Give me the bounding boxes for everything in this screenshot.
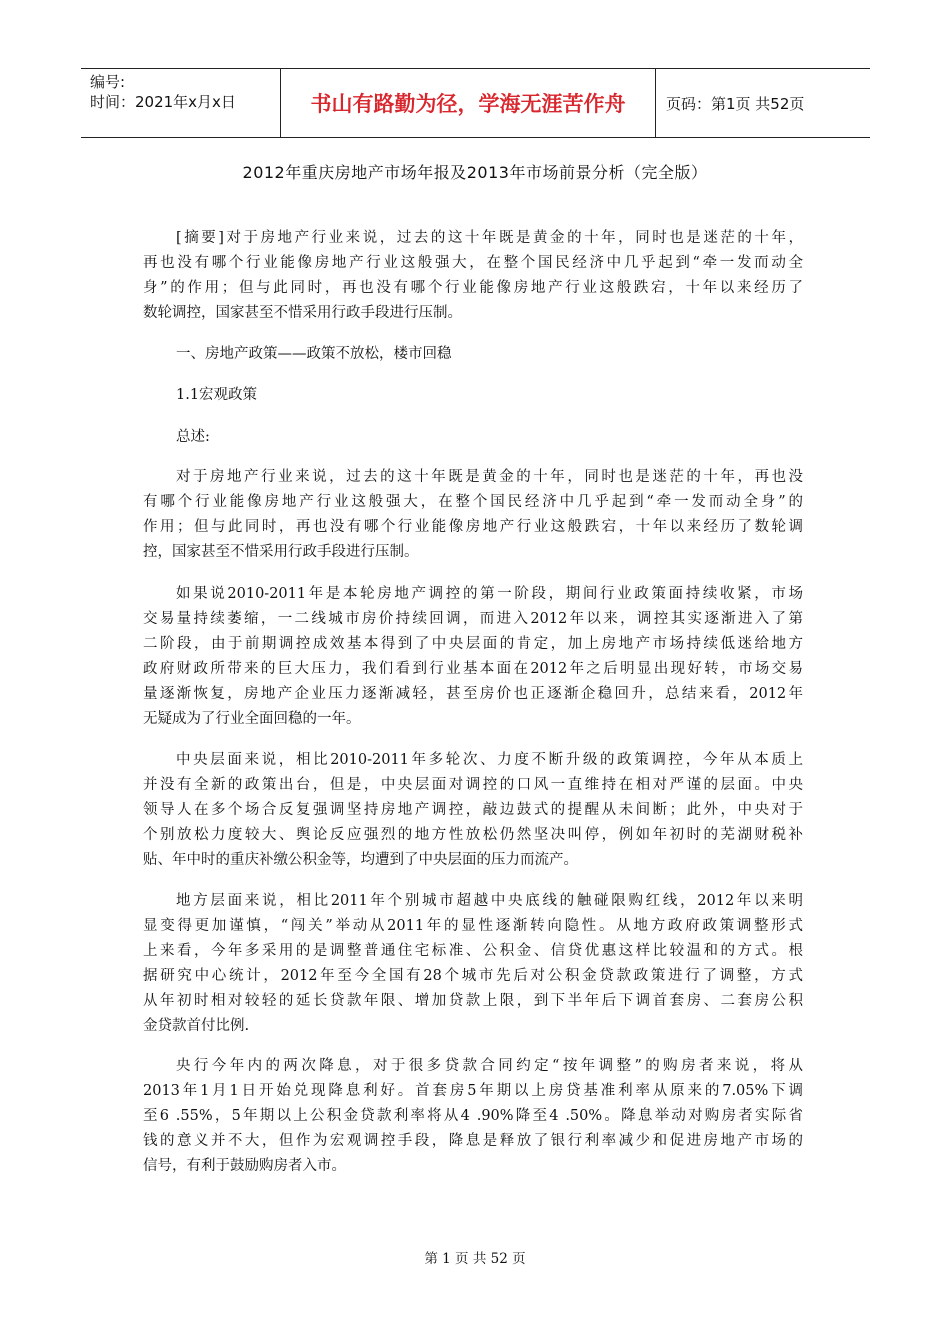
text-line: 控，国家甚至不惜采用行政手段进行压制。	[143, 544, 419, 560]
text-line: 并没有全新的政策出台，但是，中央层面对调控的口风一直维持在相对严谨的层面。中央	[143, 777, 803, 793]
text-line: 再也没有哪个行业能像房地产行业这般强大，在整个国民经济中几乎起到“牵一发而动全	[143, 255, 803, 271]
document-title: 2012年重庆房地产市场年报及2013年市场前景分析（完全版）	[242, 163, 708, 182]
subsection-heading	[143, 383, 803, 408]
text-line: 金贷款首付比例.	[143, 1018, 250, 1034]
overview-label	[143, 425, 803, 450]
text-line: 显变得更加谨慎，“闯关”举动从2011年的显性逐渐转向隐性。从地方政府政策调整形式	[143, 918, 803, 934]
text-line: 上来看，今年多采用的是调整普通住宅标准、公积金、信贷优惠这样比较温和的方式。根	[143, 943, 803, 959]
body-paragraph	[143, 1054, 803, 1179]
text-line: 交易量持续萎缩，一二线城市房价持续回调，而进入2012年以来，调控其实逐渐进入了第	[143, 611, 803, 627]
header-table	[81, 68, 870, 138]
text-line: 中央层面来说，相比2010-2011年多轮次、力度不断升级的政策调控，今年从本质上	[176, 752, 803, 768]
body-paragraph	[143, 465, 803, 565]
motto: 书山有路勤为径，学海无涯苦作舟	[280, 69, 656, 137]
time-label: 时间：2021年x月x日	[90, 93, 236, 111]
text-line: 无疑成为了行业全面回稳的一年。	[143, 711, 361, 727]
text-line: 数轮调控，国家甚至不惜采用行政手段进行压制。	[143, 305, 462, 321]
body-paragraph	[143, 889, 803, 1039]
text-line: 据研究中心统计，2012年至今全国有28个城市先后对公积金贷款政策进行了调整，方式	[143, 968, 803, 984]
text-line: 个别放松力度较大、舆论反应强烈的地方性放松仍然坚决叫停，例如年初时的芜湖财税补	[143, 827, 803, 843]
text-line: 贴、年中时的重庆补缴公积金等，均遭到了中央层面的压力而流产。	[143, 852, 578, 868]
section-heading	[143, 342, 803, 367]
text-line: 一、房地产政策——政策不放松，楼市回稳	[176, 346, 452, 362]
page-info: 页码：第1页 共52页	[666, 94, 805, 113]
page-footer: 第 1 页 共 52 页	[424, 1251, 526, 1267]
abstract-paragraph	[143, 226, 803, 326]
text-line: 从年初时相对较轻的延长贷款年限、增加贷款上限，到下半年后下调首套房、二套房公积	[143, 993, 803, 1009]
serial-label: 编号:	[90, 73, 126, 91]
text-line: 总述:	[176, 429, 210, 445]
text-line: 二阶段，由于前期调控成效基本得到了中央层面的肯定，加上房地产市场持续低迷给地方	[143, 636, 803, 652]
body-paragraph	[143, 582, 803, 732]
text-line: 量逐渐恢复，房地产企业压力逐渐减轻，甚至房价也正逐渐企稳回升，总结来看，2012年	[143, 686, 803, 702]
header-meta	[81, 69, 280, 137]
text-line: 政府财政所带来的巨大压力，我们看到行业基本面在2012年之后明显出现好转，市场交易	[143, 661, 803, 677]
text-line: 2013年1月1日开始兑现降息利好。首套房5年期以上房贷基准利率从原来的7.05%下调	[143, 1083, 803, 1099]
text-line: [摘要]对于房地产行业来说，过去的这十年既是黄金的十年，同时也是迷茫的十年，	[176, 230, 803, 246]
text-line: 如果说2010-2011年是本轮房地产调控的第一阶段，期间行业政策面持续收紧，市场	[176, 586, 803, 602]
body-paragraph	[143, 748, 803, 873]
text-line: 领导人在多个场合反复强调坚持房地产调控，敲边鼓式的提醒从未间断；此外，中央对于	[143, 802, 803, 818]
text-line: 央行今年内的两次降息，对于很多贷款合同约定“按年调整”的购房者来说，将从	[176, 1058, 803, 1074]
text-line: 信号，有利于鼓励购房者入市。	[143, 1158, 346, 1174]
text-line: 1.1宏观政策	[176, 387, 258, 403]
text-line: 钱的意义并不大，但作为宏观调控手段，降息是释放了银行利率减少和促进房地产市场的	[143, 1133, 803, 1149]
text-line: 身”的作用；但与此同时，再也没有哪个行业能像房地产行业这般跌宕，十年以来经历了	[143, 280, 803, 296]
text-line: 至6 .55%，5年期以上公积金贷款利率将从4 .90%降至4 .50%。降息举动对购房者实际省	[143, 1108, 803, 1124]
text-line: 对于房地产行业来说，过去的这十年既是黄金的十年，同时也是迷茫的十年，再也没	[176, 469, 803, 485]
text-line: 作用；但与此同时，再也没有哪个行业能像房地产行业这般跌宕，十年以来经历了数轮调	[143, 519, 803, 535]
text-line: 地方层面来说，相比2011年个别城市超越中央底线的触碰限购红线，2012年以来明	[176, 893, 803, 909]
text-line: 有哪个行业能像房地产行业这般强大，在整个国民经济中几乎起到“牵一发而动全身”的	[143, 494, 803, 510]
